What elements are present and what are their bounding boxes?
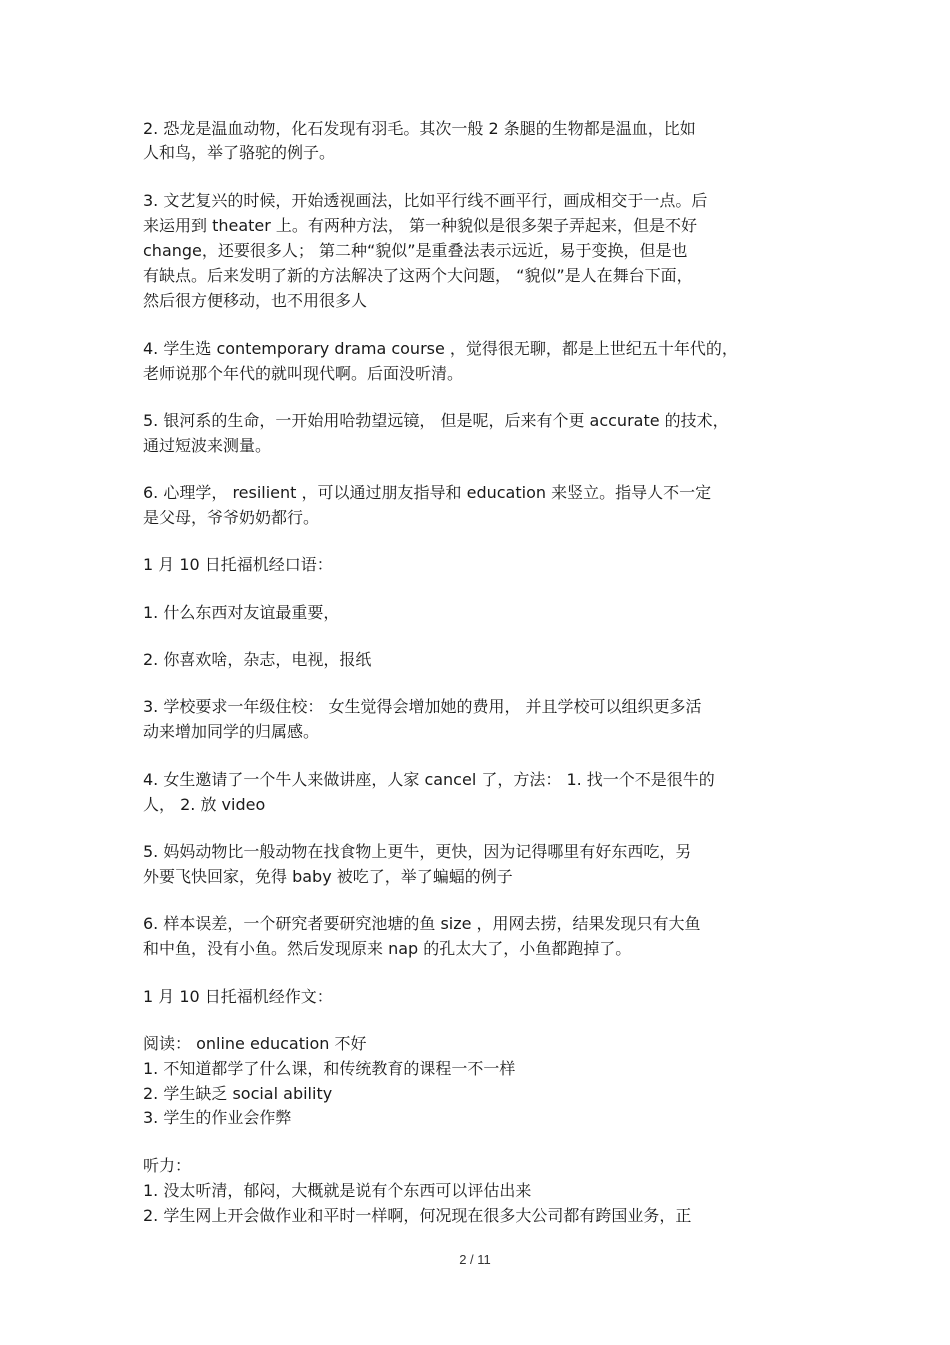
text-line: 人， 2. 放 video	[143, 795, 266, 814]
text-line: 6. 心理学， resilient ，可以通过朋友指导和 education 来竖立。指导人不一定	[143, 483, 712, 502]
text-line: 2. 恐龙是温血动物，化石发现有羽毛。其次一般 2 条腿的生物都是温血，比如	[143, 119, 696, 138]
text-line: 通过短波来测量。	[143, 436, 272, 455]
text-line: 5. 银河系的生命，一开始用哈勃望远镜， 但是呢，后来有个更 accurate 的技术，	[143, 411, 729, 430]
text-line: 来运用到 theater 上。有两种方法， 第一种貌似是很多架子弄起来，但是不好	[143, 216, 698, 235]
text-line: 2. 你喜欢啥，杂志，电视，报纸	[143, 650, 372, 669]
text-line: 2. 学生缺乏 social ability	[143, 1084, 333, 1103]
text-line: 外要飞快回家，免得 baby 被吃了，举了蝙蝠的例子	[143, 867, 513, 886]
text-line: 听力：	[143, 1156, 192, 1175]
text-line: change，还要很多人； 第二种“貌似”是重叠法表示远近，易于变换，但是也	[143, 241, 688, 260]
text-line: 老师说那个年代的就叫现代啊。后面没听清。	[143, 364, 464, 383]
text-line: 1. 不知道都学了什么课，和传统教育的课程一不一样	[143, 1059, 516, 1078]
text-line: 有缺点。后来发明了新的方法解决了这两个大问题， “貌似”是人在舞台下面，	[143, 266, 693, 285]
text-line: 阅读： online education 不好	[143, 1034, 367, 1053]
text-line: 3. 学生的作业会作弊	[143, 1108, 292, 1127]
text-line: 和中鱼，没有小鱼。然后发现原来 nap 的孔太大了，小鱼都跑掉了。	[143, 939, 632, 958]
text-line: 是父母，爷爷奶奶都行。	[143, 508, 320, 527]
text-line: 6. 样本误差，一个研究者要研究池塘的鱼 size ，用网去捞，结果发现只有大鱼	[143, 914, 701, 933]
text-line: 2. 学生网上开会做作业和平时一样啊，何况现在很多大公司都有跨国业务，正	[143, 1206, 692, 1225]
text-line: 然后很方便移动，也不用很多人	[143, 291, 368, 310]
text-line: 3. 学校要求一年级住校： 女生觉得会增加她的费用， 并且学校可以组织更多活	[143, 697, 702, 716]
text-line: 1. 没太听清，郁闷，大概就是说有个东西可以评估出来	[143, 1181, 532, 1200]
text-line: 动来增加同学的归属感。	[143, 722, 320, 741]
page-number: 2 / 11	[459, 1252, 491, 1267]
text-line: 1. 什么东西对友谊最重要，	[143, 603, 340, 622]
section-heading: 1 月 10 日托福机经口语：	[143, 555, 333, 574]
text-line: 人和鸟，举了骆驼的例子。	[143, 143, 336, 162]
text-line: 4. 女生邀请了一个牛人来做讲座，人家 cancel 了，方法： 1. 找一个不是很牛的	[143, 770, 715, 789]
text-line: 3. 文艺复兴的时候，开始透视画法，比如平行线不画平行，画成相交于一点。后	[143, 191, 708, 210]
text-line: 5. 妈妈动物比一般动物在找食物上更牛，更快，因为记得哪里有好东西吃，另	[143, 842, 692, 861]
text-line: 4. 学生选 contemporary drama course ，觉得很无聊，都是上世纪五十年代的，	[143, 339, 738, 358]
section-heading: 1 月 10 日托福机经作文：	[143, 987, 333, 1006]
